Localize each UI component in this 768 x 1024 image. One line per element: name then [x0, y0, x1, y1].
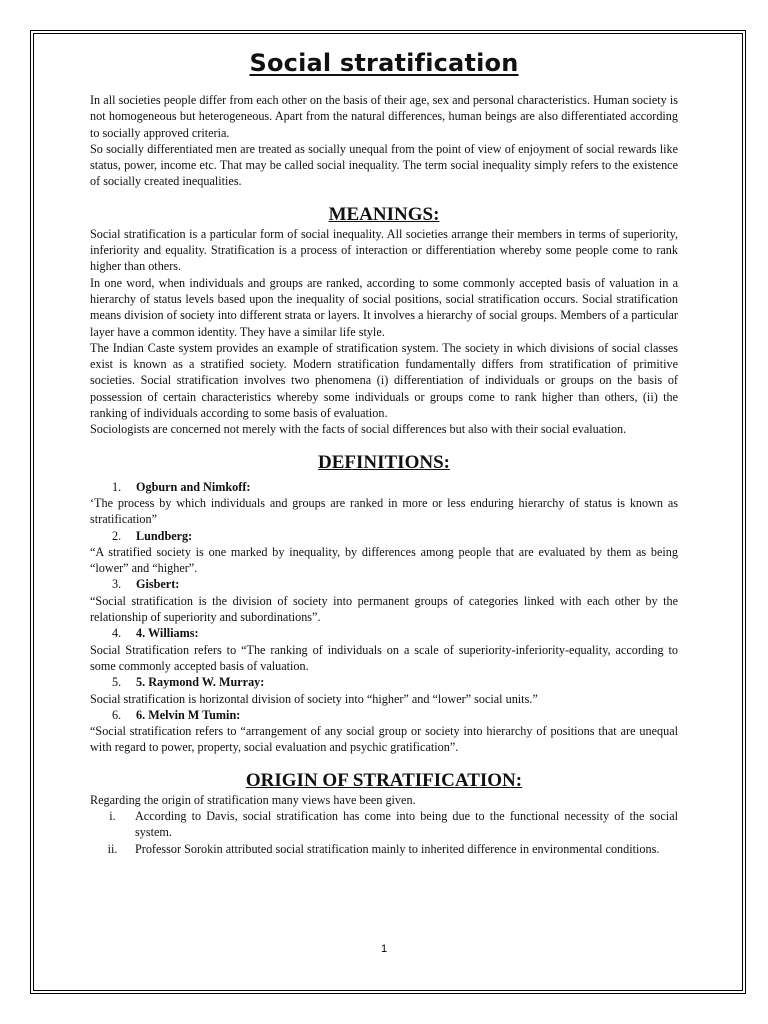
- definition-text: “Social stratification refers to “arrangement of any social group or society into hierarchy of positions that are unequal with regard to power, property, social evaluation and psychic gratification”.: [90, 724, 678, 755]
- definition-text: “A stratified society is one marked by inequality, by differences among people that are evaluated by them as being “lower” and “higher”.: [90, 544, 678, 576]
- list-number: 4.: [112, 626, 122, 641]
- list-number: i.: [109, 808, 116, 823]
- list-number: 2.: [112, 528, 122, 543]
- origin-intro: Regarding the origin of stratification many views have been given.: [90, 792, 416, 807]
- meanings-paragraph: In one word, when individuals and groups are ranked, according to some commonly accepted basis of valuation in a hierarchy of status levels based upon the inequality of social positions, social stratification occurs. Social stratification means division of society into different strata or layers. It involves a hierarchy of social groups. Members of a particular layer have a common identity. They have a similar life style.: [90, 275, 678, 339]
- definition-author: Lundberg:: [136, 528, 193, 543]
- meanings-paragraph: Social stratification is a particular form of social inequality. All societies arrange their members in terms of superiority, inferiority and equality. Stratification is a process of interaction or differentiation whereby some people come to rank higher than others.: [90, 226, 678, 274]
- page-number: 1: [380, 943, 388, 955]
- definition-title: [90, 674, 678, 690]
- list-number: 3.: [112, 577, 122, 592]
- list-number: ii.: [107, 841, 118, 856]
- definition-author: 6. Melvin M Tumin:: [136, 707, 241, 722]
- definition-author: Gisbert:: [136, 577, 180, 592]
- list-item: [90, 808, 678, 841]
- definition-text: Social Stratification refers to “The ranking of individuals on a scale of superiority-inferiority-equality, according to some commonly accepted basis of valuation.: [90, 642, 678, 673]
- list-number: 1.: [112, 479, 122, 494]
- list-item-text: According to Davis, social stratification has come into being due to the functional necessity of the social system.: [135, 808, 678, 840]
- list-number: 5.: [112, 675, 122, 690]
- definition-text: “Social stratification is the division of society into permanent groups of categories linked with each other by the relationship of superiority and subordinations”.: [90, 593, 678, 625]
- definition-author: 5. Raymond W. Murray:: [136, 675, 265, 690]
- definition-title: [90, 707, 678, 723]
- document-title: Social stratification: [249, 49, 519, 77]
- meanings-paragraph: The Indian Caste system provides an example of stratification system. The society in which divisions of social classes exist is known as a stratified society. Modern stratification fundamentally differs from stratification of primitive societies. Social stratification involves two phenomena (i) differentiation of individuals or groups on the basis of possession of certain characteristics whereby some individuals or groups come to rank higher than others, (ii) the ranking of individuals according to some basis of evaluation.: [90, 340, 678, 421]
- definition-title: [90, 479, 678, 495]
- definition-text: Social stratification is horizontal division of society into “higher” and “lower” social units.”: [90, 691, 538, 706]
- section-heading-meanings: MEANINGS:: [328, 203, 440, 225]
- list-item: [90, 841, 678, 857]
- definition-author: Ogburn and Nimkoff:: [136, 479, 251, 494]
- definition-title: [90, 528, 678, 544]
- section-heading-definitions: DEFINITIONS:: [318, 451, 450, 473]
- meanings-paragraph: Sociologists are concerned not merely with the facts of social differences but also with their social evaluation.: [90, 422, 627, 437]
- definition-text: ‘The process by which individuals and groups are ranked in more or less enduring hierarchy of status is known as stratification”: [90, 495, 678, 527]
- definition-title: [90, 625, 678, 641]
- list-number: 6.: [112, 707, 122, 722]
- definition-author: 4. Williams:: [136, 626, 199, 641]
- definition-title: [90, 576, 678, 592]
- intro-paragraph: So socially differentiated men are treated as socially unequal from the point of view of enjoyment of social rewards like status, power, income etc. That may be called social inequality. The term social inequality simply refers to the existence of socially created inequalities.: [90, 141, 678, 189]
- document-body: [90, 48, 678, 857]
- list-item-text: Professor Sorokin attributed social stratification mainly to inherited difference in environmental conditions.: [135, 841, 660, 856]
- intro-paragraph: In all societies people differ from each other on the basis of their age, sex and personal characteristics. Human society is not homogeneous but heterogeneous. Apart from the natural differences, human beings are also differentiated according to socially approved criteria.: [90, 93, 678, 140]
- section-heading-origin: ORIGIN OF STRATIFICATION:: [245, 769, 523, 791]
